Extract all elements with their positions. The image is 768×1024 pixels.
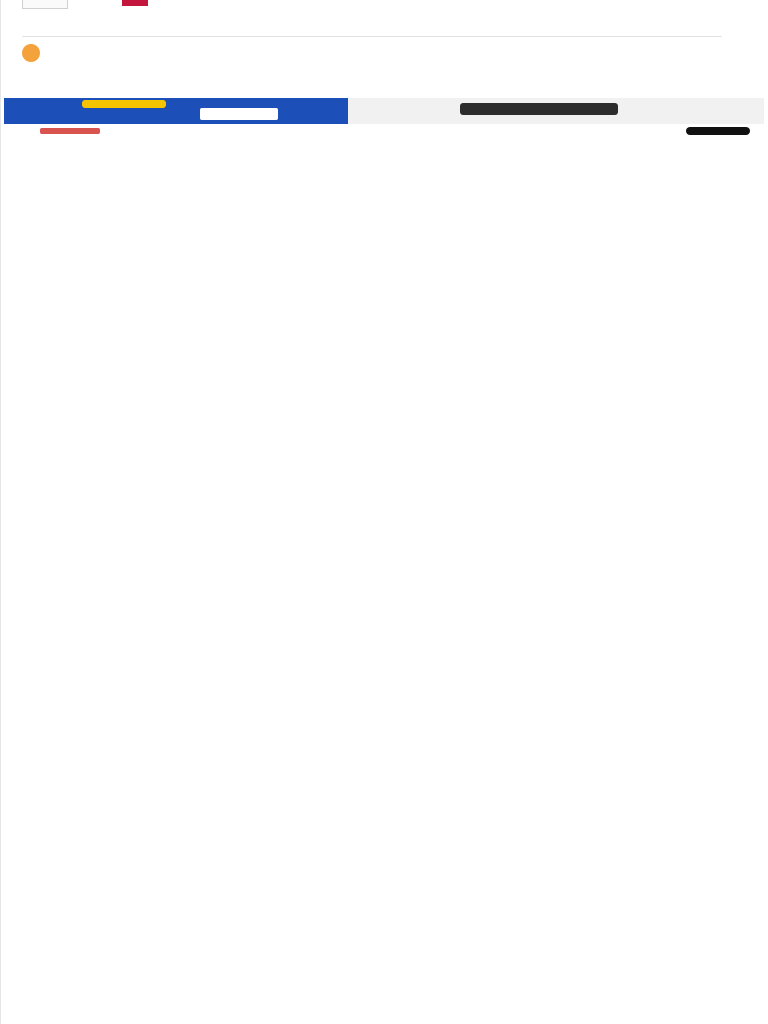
ad-sponsor-logo[interactable] [40, 128, 100, 134]
ad-cta-button[interactable] [200, 108, 278, 120]
ad-sponsor-button[interactable] [686, 127, 750, 135]
ad-caption-strip [40, 126, 750, 138]
ad-promo-graphic [82, 100, 166, 108]
author-avatar[interactable] [22, 44, 40, 62]
site-header [0, 0, 768, 10]
header-divider [22, 36, 722, 37]
ad-banner-left-panel[interactable] [4, 98, 348, 124]
site-logo[interactable] [122, 0, 148, 6]
advertisement-banner[interactable] [4, 98, 764, 124]
ad-product-image [460, 103, 618, 115]
page-left-border [0, 0, 1, 1024]
browser-tab[interactable] [22, 0, 68, 9]
article-byline [22, 40, 722, 66]
ad-banner-right-panel[interactable] [348, 98, 764, 124]
